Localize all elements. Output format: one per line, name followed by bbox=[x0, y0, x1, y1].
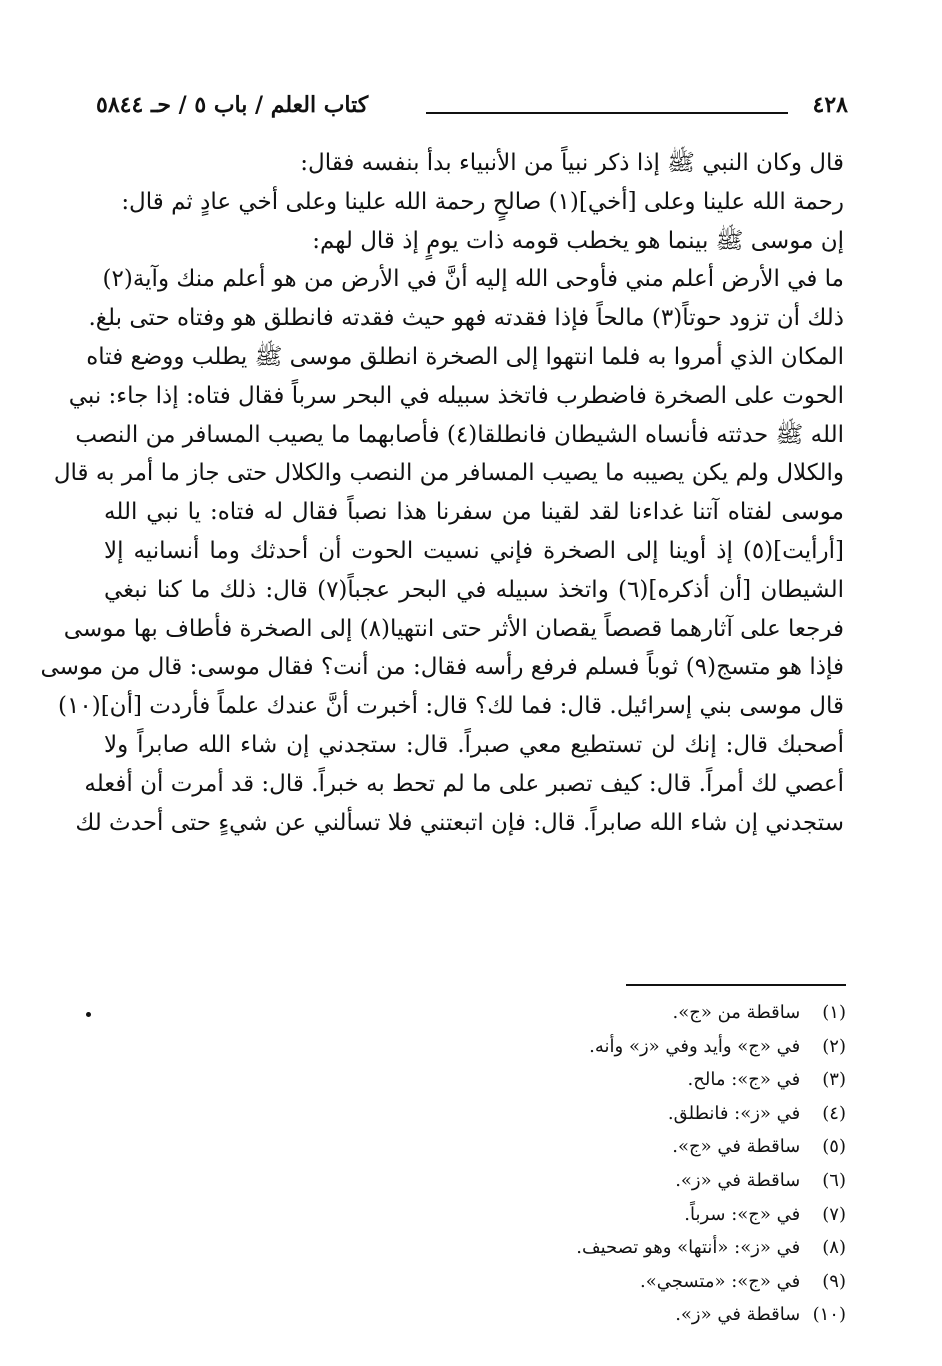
footnote bbox=[426, 1063, 846, 1097]
footnote-text: ساقطة في «ز». bbox=[675, 1169, 801, 1191]
stray-dot bbox=[86, 1012, 91, 1017]
body-line: الشيطان [أن أذكره](٦) واتخذ سبيله في البحر عجباً(٧) قال: ذلك ما كنا نبغي bbox=[104, 576, 844, 603]
footnote bbox=[426, 1231, 846, 1265]
footnote-number: (٨) bbox=[822, 1237, 846, 1259]
body-line: [أرأيت](٥) إذ أوينا إلى الصخرة فإني نسيت الحوت أن أحدثك وما أنسانيه إلا bbox=[104, 537, 844, 564]
footnote-text: ساقطة من «ج». bbox=[672, 1002, 801, 1023]
footnote bbox=[426, 1298, 846, 1332]
body-line: قال وكان النبي ﷺ إذا ذكر نبياً من الأنبياء بدأ بنفسه فقال: bbox=[300, 150, 844, 176]
footnote-number: (٥) bbox=[822, 1136, 846, 1158]
footnote bbox=[426, 1130, 846, 1164]
footnotes bbox=[426, 996, 846, 1332]
body-line: والكلال ولم يكن يصيبه ما يصيب المسافر من النصب والكلال حتى جاز ما أمر به قال bbox=[53, 460, 844, 487]
body-line: فرجعا على آثارهما قصصاً يقصان الأثر حتى انتهيا(٨) إلى الصخرة فأطاف بها موسى bbox=[63, 615, 844, 642]
body-line: ذلك أن تزود حوتاً(٣) مالحاً فإذا فقدته فهو حيث فقدته فانطلق هو وفتاه حتى بلغ. bbox=[88, 305, 844, 332]
footnote-text: ساقطة في «ج». bbox=[672, 1136, 801, 1158]
page-number: ٤٢٨ bbox=[812, 92, 848, 118]
footnote bbox=[426, 1164, 846, 1198]
footnote-text: في «ج»: مالح. bbox=[687, 1069, 801, 1091]
footnote-text: في «ز»: فانطلق. bbox=[667, 1102, 801, 1124]
footnote-divider bbox=[626, 984, 846, 986]
body-text bbox=[40, 144, 844, 842]
footnote-text: في «ج» وأيد وفي «ز» وأنه. bbox=[589, 1035, 801, 1057]
body-line: ستجدني إن شاء الله صابراً. قال: فإن اتبعتني فلا تسألني عن شيءٍ حتى أحدث لك bbox=[75, 809, 844, 836]
footnote-text: ساقطة في «ز». bbox=[675, 1304, 801, 1326]
body-line: ما في الأرض أعلم مني فأوحى الله إليه أنَّ في الأرض من هو أعلم منك وآية(٢) bbox=[102, 266, 844, 293]
body-line: قال موسى بني إسرائيل. قال: فما لك؟ قال: أخبرت أنَّ عندك علماً فأردت [أن](١٠) bbox=[58, 693, 844, 720]
page-header bbox=[96, 86, 848, 126]
footnote-number: (٢) bbox=[822, 1035, 846, 1057]
footnote-text: في «ج»: سرباً. bbox=[684, 1203, 801, 1225]
footnote bbox=[426, 1097, 846, 1131]
body-line: فإذا هو متسج(٩) ثوباً فسلم فرفع رأسه فقال: من أنت؟ فقال موسى: قال من موسى bbox=[40, 654, 844, 681]
footnote-number: (٣) bbox=[822, 1069, 846, 1091]
header-rule bbox=[426, 112, 788, 114]
footnote-number: (١) bbox=[822, 1002, 846, 1023]
footnote-number: (٧) bbox=[822, 1203, 846, 1225]
body-line: رحمة الله علينا وعلى [أخي](١) صالحٍ رحمة الله علينا وعلى أخي عادٍ ثم قال: bbox=[121, 188, 844, 215]
footnote bbox=[426, 996, 846, 1030]
footnote bbox=[426, 1198, 846, 1232]
body-line: إن موسى ﷺ بينما هو يخطب قومه ذات يومٍ إذ قال لهم: bbox=[312, 227, 844, 254]
body-line: الله ﷺ حدثته فأنساه الشيطان فانطلقا(٤) فأصابهما ما يصيب المسافر من النصب bbox=[75, 421, 844, 448]
body-line: موسى لفتاه آتنا غداءنا لقد لقينا من سفرنا هذا نصباً فقال له فتاه: يا نبي الله bbox=[104, 499, 844, 526]
running-title: كتاب العلم / باب ٥ / حـ ٥٨٤٤ bbox=[96, 92, 369, 118]
footnote-number: (٩) bbox=[822, 1270, 846, 1292]
body-line: المكان الذي أمروا به فلما انتهوا إلى الصخرة انطلق موسى ﷺ يطلب ووضع فتاه bbox=[86, 343, 844, 370]
footnote-text: في «ز»: «أنتها» وهو تصحيف. bbox=[576, 1237, 801, 1259]
footnote-text: في «ج»: «متسجي». bbox=[640, 1270, 801, 1292]
body-line: أعصي لك أمراً. قال: كيف تصبر على ما لم تحط به خبراً. قال: قد أمرت أن أفعله bbox=[84, 770, 844, 797]
footnote-number: (٤) bbox=[822, 1102, 846, 1124]
body-line: أصحبك قال: إنك لن تستطيع معي صبراً. قال: ستجدني إن شاء الله صابراً ولا bbox=[104, 731, 844, 758]
body-line: الحوت على الصخرة فاضطرب فاتخذ سبيله في البحر سرباً فقال فتاه: إذا جاء: نبي bbox=[68, 382, 844, 409]
footnote bbox=[426, 1265, 846, 1299]
footnote bbox=[426, 1030, 846, 1064]
footnote-number: (١٠) bbox=[812, 1304, 846, 1326]
footnote-number: (٦) bbox=[822, 1169, 846, 1191]
